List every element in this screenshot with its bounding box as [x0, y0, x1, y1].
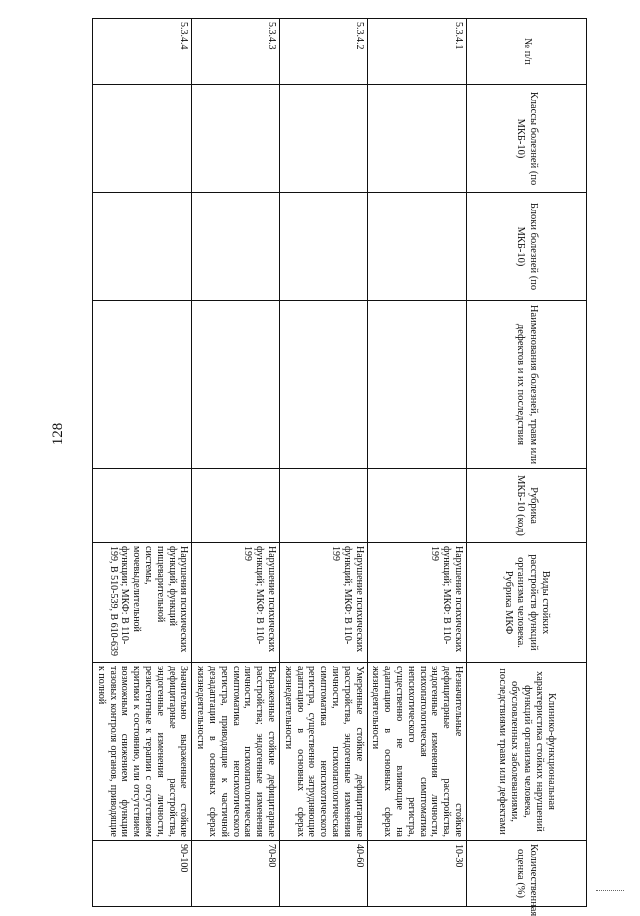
disease-name-cell	[192, 301, 280, 469]
disease-block-cell	[367, 193, 466, 301]
header-quantitative-score: Количественная оценка (%)	[467, 841, 587, 907]
quantitative-score-cell: 90-100	[93, 841, 192, 907]
icd-code-cell	[192, 469, 280, 543]
row-number: 5.3.4.3	[192, 19, 280, 85]
header-number: № п/п	[467, 19, 587, 85]
clinical-characteristic-cell: Незначительные стойкие дефицитарные расстройства, эндогенные изменения личности, психопатологическая симптоматика непсихотического регистра, существенно не влияющие на адаптацию в основных сферах жизнедеятельности	[367, 663, 466, 841]
table-row	[192, 19, 280, 907]
disease-class-cell	[367, 85, 466, 193]
table-row	[280, 19, 368, 907]
header-clinical-characteristic: Клинико-функциональная характеристика стойких нарушений функций организма человека, обусловленных заболеваниями, последствиями травм или дефектами	[467, 663, 587, 841]
disorder-type-cell: Нарушение психических функций; МКФ: В 110-199	[280, 543, 368, 663]
row-number: 5.3.4.1	[367, 19, 466, 85]
disease-name-cell	[367, 301, 466, 469]
header-disease-class: Классы болезней (по МКБ-10)	[467, 85, 587, 193]
disease-class-cell	[280, 85, 368, 193]
icd-code-cell	[280, 469, 368, 543]
header-disease-name: Наименования болезней, травм или дефектов и их последствия	[467, 301, 587, 469]
disease-block-cell	[93, 193, 192, 301]
page-number: 128	[50, 422, 66, 446]
clinical-characteristic-cell: Значительно выраженные стойкие дефицитарные расстройства, эндогенные изменения личности, резистентные к терапии с отсутствием критики к состоянию, или отсутствием возможным снижением функции тазовых контроля органов, приводящие к полной	[93, 663, 192, 841]
table-header-row	[467, 19, 587, 907]
clinical-characteristic-cell: Выраженные стойкие дефицитарные расстройства; эндогенные изменения личности, психопатологическая симптоматика непсихотического регистра, приводящие к частичной дезадаптации в основных сферах жизнедеятельности	[192, 663, 280, 841]
disorder-type-cell: Нарушение психических функций; МКФ: В 110-199	[367, 543, 466, 663]
table-row	[367, 19, 466, 907]
disease-class-cell	[93, 85, 192, 193]
icd-code-cell	[93, 469, 192, 543]
header-disease-block: Блоки болезней (по МКБ-10)	[467, 193, 587, 301]
header-icd-code: Рубрика МКБ-10 (код)	[467, 469, 587, 543]
disease-block-cell	[192, 193, 280, 301]
disability-criteria-table	[92, 18, 587, 916]
disease-class-cell	[192, 85, 280, 193]
clinical-characteristic-cell: Умеренные стойкие дефицитарные расстройства, эндогенные изменения личности, психопатологическая симптоматика непсихотического регистра, существенно затрудняющие адаптацию в основных сферах жизнедеятельности	[280, 663, 368, 841]
disease-name-cell	[280, 301, 368, 469]
disability-criteria-table-wrapper	[95, 18, 587, 916]
header-disorder-type: Виды стойких расстройств функций организма человека. Рубрика МКФ	[467, 543, 587, 663]
table-row	[93, 19, 192, 907]
quantitative-score-cell: 10-30	[367, 841, 466, 907]
row-number: 5.3.4.4	[93, 19, 192, 85]
disease-block-cell	[280, 193, 368, 301]
disorder-type-cell: Нарушения психических функций, функций пищеварительной системы, мочевыделительной функции; МКФ: В 110-199, В 510-539, В 610-639	[93, 543, 192, 663]
disease-name-cell	[93, 301, 192, 469]
quantitative-score-cell: 40-60	[280, 841, 368, 907]
disorder-type-cell: Нарушение психических функций; МКФ: В 110-199	[192, 543, 280, 663]
row-number: 5.3.4.2	[280, 19, 368, 85]
icd-code-cell	[367, 469, 466, 543]
page-edge-mark	[596, 890, 624, 894]
quantitative-score-cell: 70-80	[192, 841, 280, 907]
